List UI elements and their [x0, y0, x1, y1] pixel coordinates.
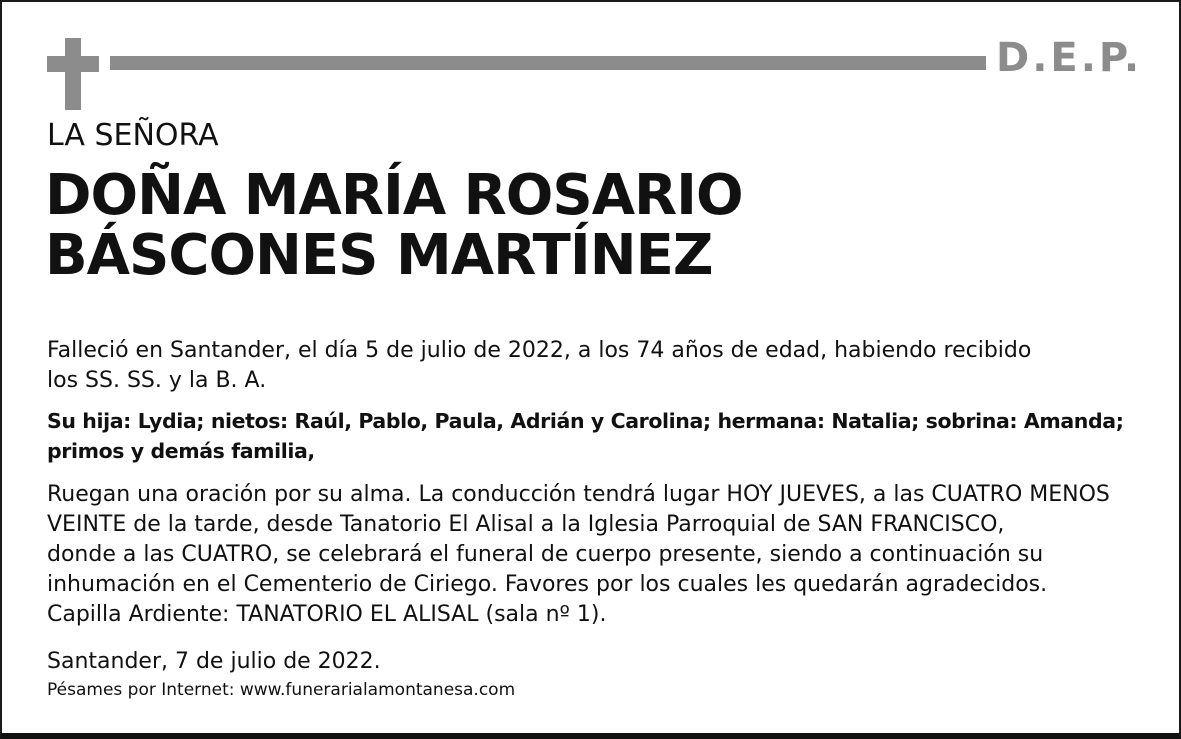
death-notice-paragraph [47, 336, 1031, 396]
cross-vertical-bar [65, 38, 81, 110]
deceased-name [45, 163, 743, 288]
dep-label: D.E.P. [996, 35, 1143, 81]
service-paragraph [47, 480, 1110, 630]
service-line: donde a las CUATRO, se celebrará el funeral de cuerpo presente, siendo a continuación su [47, 542, 1044, 567]
deceased-name-line-2: BÁSCONES MARTÍNEZ [45, 223, 713, 288]
cross-horizontal-bar [47, 56, 99, 72]
service-line: VEINTE de la tarde, desde Tanatorio El Alisal a la Iglesia Parroquial de SAN FRANCISCO, [47, 512, 1005, 537]
header-rule [110, 56, 986, 70]
place-date: Santander, 7 de julio de 2022. [47, 649, 381, 674]
service-line: Ruegan una oración por su alma. La conducción tendrá lugar HOY JUEVES, a las CUATRO MENOS [47, 482, 1110, 507]
honorific-title: LA SEÑORA [47, 118, 219, 153]
service-line: Capilla Ardiente: TANATORIO EL ALISAL (sala nº 1). [47, 602, 607, 627]
death-notice-line: Falleció en Santander, el día 5 de julio de 2022, a los 74 años de edad, habiendo recibido [47, 338, 1032, 363]
latin-cross-icon [47, 38, 99, 110]
service-line: inhumación en el Cementerio de Ciriego. Favores por los cuales les quedarán agradecidos. [47, 572, 1048, 597]
family-paragraph [47, 406, 1124, 466]
family-line: Su hija: Lydia; nietos: Raúl, Pablo, Paula, Adrián y Carolina; hermana: Natalia; sobrina: Amanda; [47, 409, 1124, 433]
death-notice-line: los SS. SS. y la B. A. [47, 368, 267, 393]
condolences-website: Pésames por Internet: www.funerarialamontanesa.com [47, 680, 516, 700]
deceased-name-line-1: DOÑA MARÍA ROSARIO [45, 163, 743, 228]
family-line: primos y demás familia, [47, 439, 315, 463]
